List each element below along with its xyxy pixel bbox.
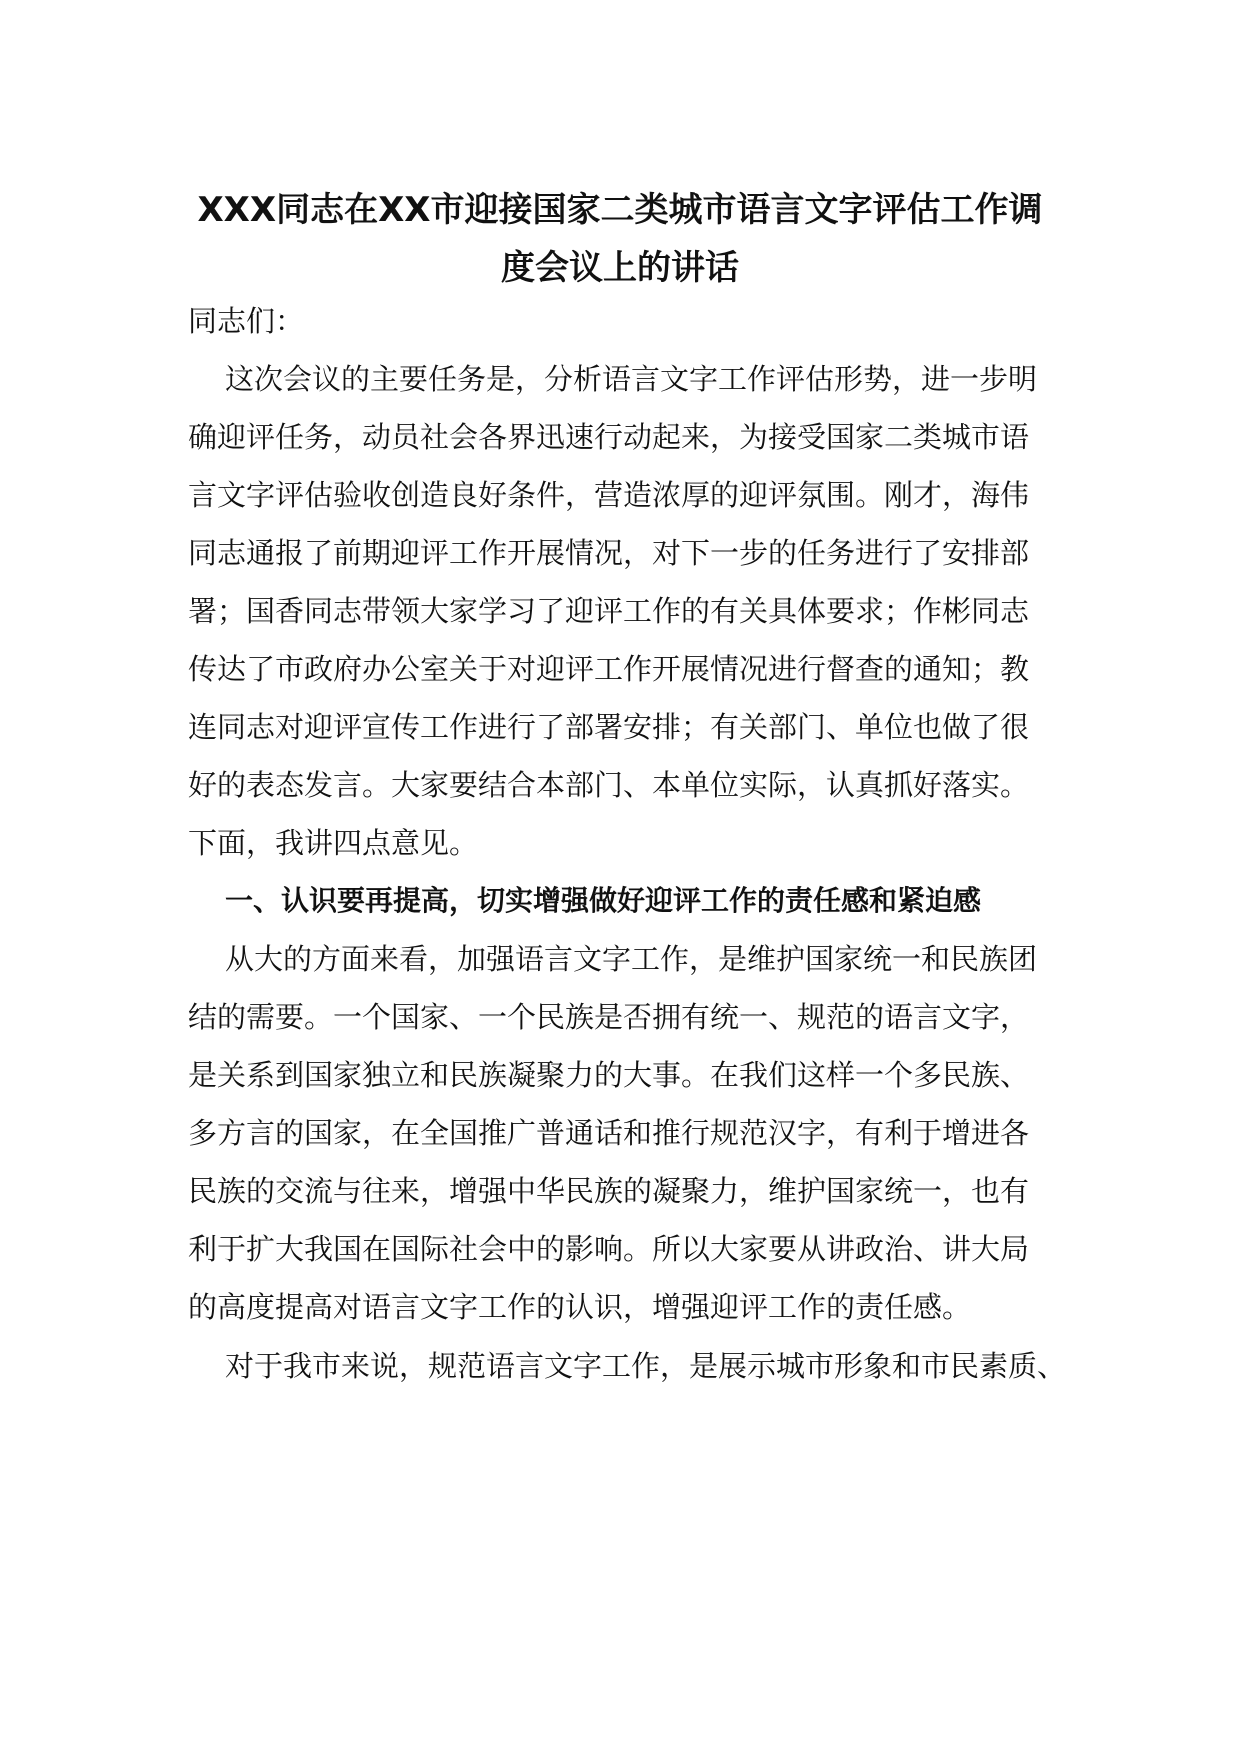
paragraph-line: 利于扩大我国在国际社会中的影响。所以大家要从讲政治、讲大局 <box>188 1232 1030 1266</box>
paragraph-line: 是关系到国家独立和民族凝聚力的大事。在我们这样一个多民族、 <box>188 1058 1030 1092</box>
paragraph-line: 下面，我讲四点意见。 <box>188 826 479 860</box>
paragraph-line: 确迎评任务，动员社会各界迅速行动起来，为接受国家二类城市语 <box>188 420 1030 454</box>
section-heading-1: 一、认识要再提高，切实增强做好迎评工作的责任感和紧迫感 <box>225 884 982 917</box>
document-title-line-2: 度会议上的讲话 <box>501 248 739 288</box>
paragraph-line: 的高度提高对语言文字工作的认识，增强迎评工作的责任感。 <box>188 1290 972 1324</box>
paragraph-line: 言文字评估验收创造良好条件，营造浓厚的迎评氛围。刚才，海伟 <box>188 478 1030 512</box>
paragraph-line: 对于我市来说，规范语言文字工作，是展示城市形象和市民素质、 <box>225 1349 1067 1383</box>
paragraph-line: 署；国香同志带领大家学习了迎评工作的有关具体要求；作彬同志 <box>188 594 1030 628</box>
paragraph-line: 连同志对迎评宣传工作进行了部署安排；有关部门、单位也做了很 <box>188 710 1030 744</box>
paragraph-line: 好的表态发言。大家要结合本部门、本单位实际，认真抓好落实。 <box>188 768 1030 802</box>
paragraph-line: 从大的方面来看，加强语言文字工作，是维护国家统一和民族团 <box>225 942 1038 976</box>
paragraph-line: 同志通报了前期迎评工作开展情况，对下一步的任务进行了安排部 <box>188 536 1030 570</box>
paragraph-line: 传达了市政府办公室关于对迎评工作开展情况进行督查的通知；教 <box>188 652 1030 686</box>
paragraph-line: 民族的交流与往来，增强中华民族的凝聚力，维护国家统一，也有 <box>188 1174 1030 1208</box>
document-title-line-1: XXX同志在XX市迎接国家二类城市语言文字评估工作调 <box>197 190 1043 230</box>
paragraph-line: 这次会议的主要任务是，分析语言文字工作评估形势，进一步明 <box>225 362 1038 396</box>
salutation: 同志们： <box>188 304 305 338</box>
paragraph-line: 多方言的国家，在全国推广普通话和推行规范汉字，有利于增进各 <box>188 1116 1030 1150</box>
paragraph-line: 结的需要。一个国家、一个民族是否拥有统一、规范的语言文字， <box>188 1000 1030 1034</box>
